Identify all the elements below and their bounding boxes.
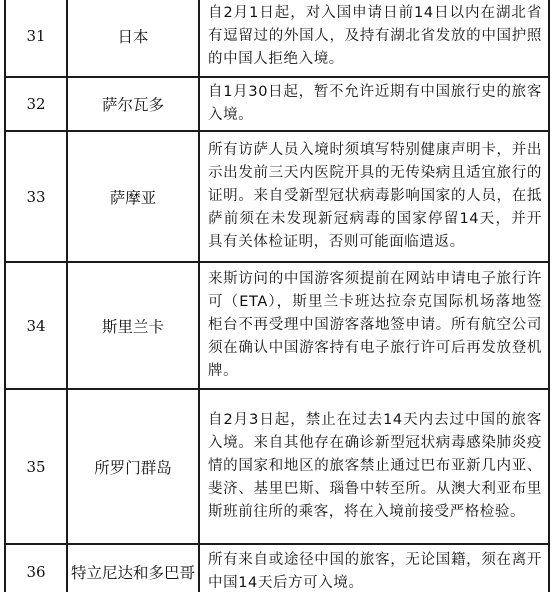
row-number: 31 [5, 0, 67, 77]
country-name: 所罗门群岛 [67, 389, 199, 544]
policy-detail: 来斯访问的中国游客须提前在网站申请电子旅行许可（ETA），斯里兰卡班达拉奈克国际机场落地签柜台不再受理中国游客落地签申请。所有航空公司须在确认中国游客持有电子旅行许可后再发放登机牌。 [199, 262, 549, 389]
country-name: 日本 [67, 0, 199, 77]
policy-detail: 所有来自或途径中国的旅客，无论国籍，须在离开中国14天后方可入境。 [199, 544, 549, 592]
table-row [5, 262, 549, 389]
row-number: 35 [5, 389, 67, 544]
row-number: 33 [5, 131, 67, 262]
table-row [5, 0, 549, 77]
country-name: 萨尔瓦多 [67, 77, 199, 131]
row-number: 32 [5, 77, 67, 131]
country-name: 特立尼达和多巴哥 [67, 544, 199, 592]
table-row [5, 131, 549, 262]
table-row [5, 77, 549, 131]
row-number: 34 [5, 262, 67, 389]
country-name: 萨摩亚 [67, 131, 199, 262]
policy-detail: 自1月30日起，暂不允许近期有中国旅行史的旅客入境。 [199, 77, 549, 131]
country-name: 斯里兰卡 [67, 262, 199, 389]
entry-policy-table [4, 0, 550, 592]
table-row [5, 389, 549, 544]
policy-detail: 自2月3日起，禁止在过去14天内去过中国的旅客入境。来自其他存在确诊新型冠状病毒感染肺炎疫情的国家和地区的旅客禁止通过巴布亚新几内亚、斐济、基里巴斯、瑙鲁中转至所。从澳大利亚布里斯班前往所的乘客，将在入境前接受严格检验。 [199, 389, 549, 544]
policy-detail: 所有访萨人员入境时须填写特别健康声明卡，并出示出发前三天内医院开具的无传染病且适宜旅行的证明。来自受新型冠状病毒影响国家的人员，在抵萨前须在未发现新冠病毒的国家停留14天，并开具有关体检证明，否则可能面临遣返。 [199, 131, 549, 262]
policy-detail: 自2月1日起，对入国申请日前14日以内在湖北省有逗留过的外国人，及持有湖北省发放的中国护照的中国人拒绝入境。 [199, 0, 549, 77]
row-number: 36 [5, 544, 67, 592]
table-row [5, 544, 549, 592]
